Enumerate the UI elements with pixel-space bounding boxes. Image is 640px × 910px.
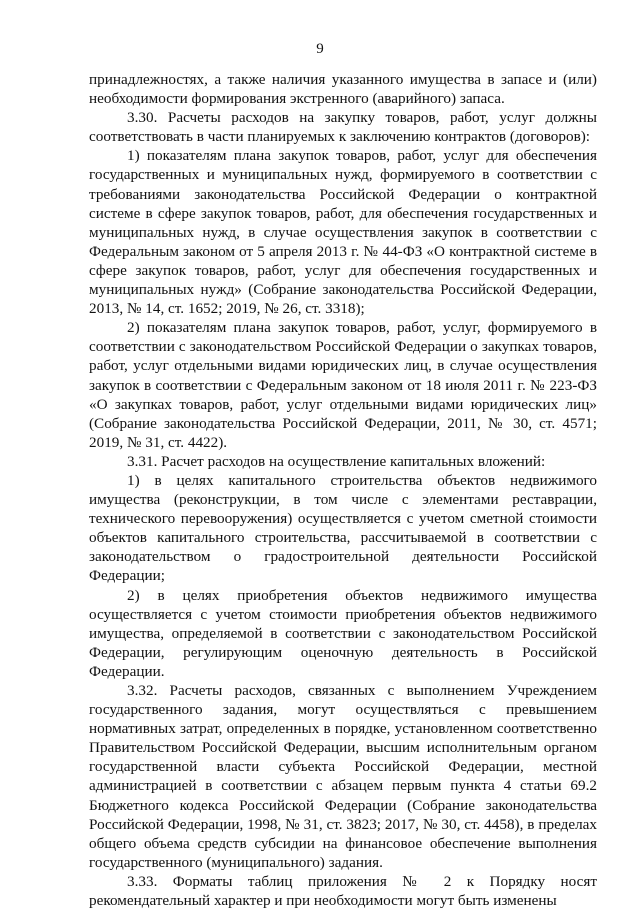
paragraph-3-31-item-2: 2) в целях приобретения объектов недвижимого имущества осуществляется с учетом стоимости приобретения объектов недвижимого имущества, определяемой в соответствии с законодательством Российской Федерации, регулирующим оценочную деятельность в Российской Федерации. xyxy=(89,586,597,680)
paragraph-3-30-item-1: 1) показателям плана закупок товаров, работ, услуг для обеспечения государственных и муниципальных нужд, формируемого в соответствии с требованиями законодательства Российской Федерации о контрактной системе в сфере закупок товаров, работ, для обеспечения государственных и муниципальных нужд, в случае осуществления закупок в соответствии с Федеральным законом от 5 апреля 2013 г. № 44-ФЗ «О контрактной системе в сфере закупок товаров, работ, услуг для обеспечения государственных и муниципальных нужд» (Собрание законодательства Российской Федерации, 2013, № 14, ст. 1652; 2019, № 26, ст. 3318); xyxy=(89,147,597,318)
paragraph-3-31-item-1: 1) в целях капитального строительства объектов недвижимого имущества (реконструкции, в том числе с элементами реставрации, технического перевооружения) осуществляется с учетом сметной стоимости объектов капитального строительства, рассчитываемой в соответствии с законодательством о градостроительной деятельности Российской Федерации; xyxy=(89,471,597,585)
paragraph-3-32: 3.32. Расчеты расходов, связанных с выполнением Учреждением государственного задания, могут осуществляться с превышением нормативных затрат, определенных в порядке, установленном соответственно Правительством Российской Федерации, высшим исполнительным органом государственной власти субъекта Российской Федерации, местной администрацией в соответствии с абзацем первым пункта 4 статьи 69.2 Бюджетного кодекса Российской Федерации (Собрание законодательства Российской Федерации, 1998, № 31, ст. 3823; 2017, № 30, ст. 4458), в пределах общего объема средств субсидии на финансовое обеспечение выполнения государственного (муниципального) задания. xyxy=(89,682,597,871)
paragraph-continuation: принадлежностях, а также наличия указанного имущества в запасе и (или) необходимости формирования экстренного (аварийного) запаса. xyxy=(89,71,597,108)
document-body xyxy=(89,70,597,910)
paragraph-3-30-item-2: 2) показателям плана закупок товаров, работ, услуг, формируемого в соответствии с законодательством Российской Федерации о закупках товаров, работ, услуг отдельными видами юридических лиц, в случае осуществления закупок в соответствии с Федеральным законом от 18 июля 2011 г. № 223-ФЗ «О закупках товаров, работ, услуг отдельными видами юридических лиц» (Собрание законодательства Российской Федерации, 2011, № 30, ст. 4571; 2019, № 31, ст. 4422). xyxy=(89,319,597,451)
paragraph-3-31: 3.31. Расчет расходов на осуществление капитальных вложений: xyxy=(127,452,546,470)
page-number: 9 xyxy=(316,41,324,57)
paragraph-3-33: 3.33. Форматы таблиц приложения № 2 к Порядку носят рекомендательный характер и при необходимости могут быть изменены xyxy=(89,872,597,910)
paragraph-3-30: 3.30. Расчеты расходов на закупку товаров, работ, услуг должны соответствовать в части планируемых к заключению контрактов (договоров): xyxy=(89,109,597,146)
